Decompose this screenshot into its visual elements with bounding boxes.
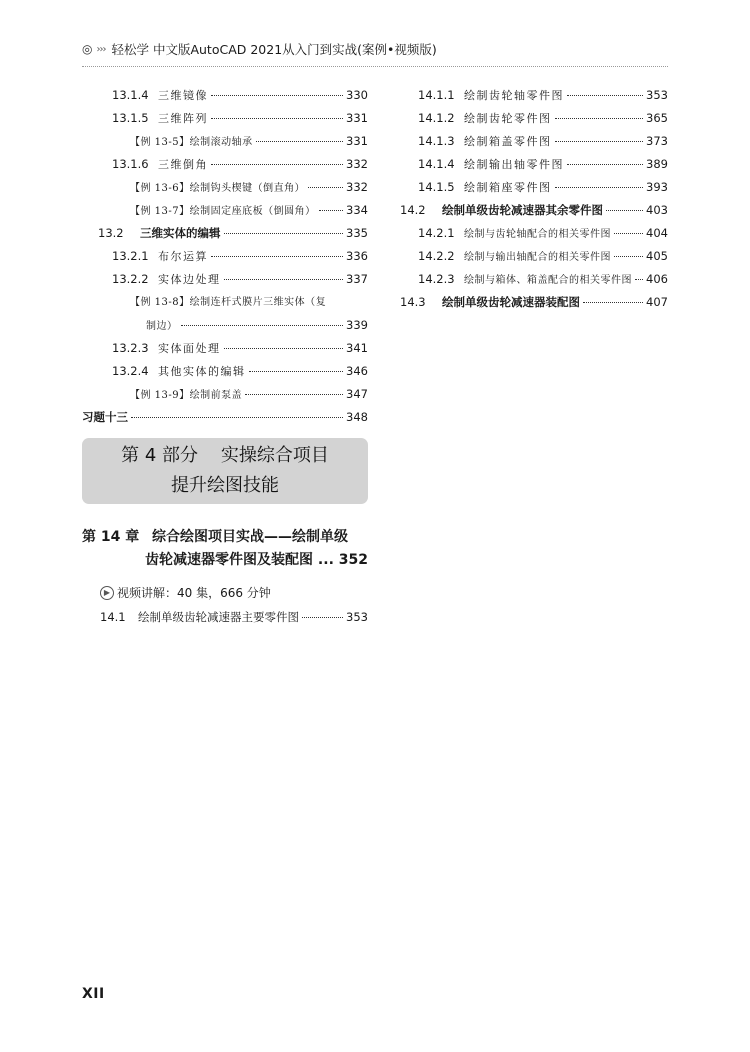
entry-title: 绘制箱盖零件图: [464, 135, 552, 148]
entry-page: 334: [346, 203, 368, 217]
toc-right-column: [400, 84, 668, 314]
toc-entry-subsection[interactable]: [82, 107, 368, 130]
entry-title: 【例 13-8】绘制连杆式膜片三维实体（复: [130, 297, 327, 308]
dot-leader: [211, 118, 343, 119]
entry-number: 14.1.2: [418, 111, 455, 125]
entry-number: 13.1.6: [112, 157, 149, 171]
entry-page: 406: [646, 272, 668, 286]
entry-number: 14.2.1: [418, 226, 455, 240]
entry-title: 三维倒角: [158, 158, 208, 171]
entry-number: 13.2.1: [112, 249, 149, 263]
entry-number: 14.2.3: [418, 272, 455, 286]
entry-title: 绘制单级齿轮减速器其余零件图: [442, 203, 603, 217]
toc-entry-subsection[interactable]: [82, 153, 368, 176]
dot-leader: [211, 95, 343, 96]
chapter-heading[interactable]: [82, 526, 368, 572]
page-number: XII: [82, 986, 105, 1002]
dot-leader: [224, 279, 344, 280]
video-info-text: 视频讲解：40 集，666 分钟: [117, 586, 271, 600]
entry-page: 341: [346, 341, 368, 355]
toc-entry-section[interactable]: [400, 199, 668, 222]
toc-entry-subsection[interactable]: [82, 337, 368, 360]
example-line-cont: [82, 314, 368, 337]
dot-leader: [583, 302, 643, 303]
entry-page: 332: [346, 157, 368, 171]
toc-entry-example[interactable]: [82, 130, 368, 153]
dot-leader: [319, 210, 343, 211]
toc-entry-subsection[interactable]: [400, 176, 668, 199]
part-subtitle: 提升绘图技能: [171, 475, 279, 496]
dot-leader: [181, 325, 344, 326]
toc-entry-subsection[interactable]: [400, 222, 668, 245]
toc-entry-exercises[interactable]: [82, 406, 368, 429]
dot-leader: [606, 210, 643, 211]
header-divider: [82, 66, 668, 67]
toc-entry-subsection[interactable]: [400, 130, 668, 153]
dot-leader: [567, 164, 643, 165]
dot-leader: [211, 164, 343, 165]
entry-number: 13.2: [98, 226, 124, 240]
toc-entry-section[interactable]: [400, 291, 668, 314]
entry-title: 布尔运算: [158, 250, 208, 263]
dot-leader: [567, 95, 643, 96]
toc-entry-example[interactable]: [82, 383, 368, 406]
entry-page: 336: [346, 249, 368, 263]
entry-title: 【例 13-5】绘制滚动轴承: [130, 137, 253, 148]
chapter-title-line2: 齿轮减速器零件图及装配图 ... 352: [145, 552, 368, 568]
entry-page: 407: [646, 295, 668, 309]
entry-number: 13.2.4: [112, 364, 149, 378]
entry-page: 353: [346, 610, 368, 624]
entry-title: 习题十三: [82, 410, 128, 424]
video-info: [100, 584, 271, 601]
entry-page: 339: [346, 318, 368, 332]
book-title: 轻松学 中文版AutoCAD 2021从入门到实战(案例•视频版): [111, 42, 437, 57]
toc-entry-section[interactable]: [82, 222, 368, 245]
toc-left-column: [82, 84, 368, 429]
entry-number: 14.3: [400, 295, 426, 309]
entry-title: 【例 13-6】绘制钩头楔键（倒直角）: [130, 183, 306, 194]
entry-page: 353: [646, 88, 668, 102]
entry-title: 绘制与输出轴配合的相关零件图: [464, 252, 611, 263]
video-play-icon: ▶: [100, 586, 114, 600]
entry-title: 三维镜像: [158, 89, 208, 102]
entry-page: 405: [646, 249, 668, 263]
dot-leader: [302, 617, 343, 618]
entry-page: 348: [346, 410, 368, 424]
chapter-title-line1: 综合绘图项目实战——绘制单级: [152, 529, 348, 545]
entry-title: 绘制输出轴零件图: [464, 158, 564, 171]
entry-title: 绘制单级齿轮减速器主要零件图: [138, 610, 299, 624]
dot-leader: [224, 233, 344, 234]
toc-entry-example[interactable]: [82, 291, 368, 337]
entry-page: 404: [646, 226, 668, 240]
entry-title: 实体面处理: [158, 342, 221, 355]
dot-leader: [555, 141, 644, 142]
entry-title-cont: 制边）: [146, 321, 178, 332]
dot-leader: [635, 279, 643, 280]
toc-entry-subsection[interactable]: [400, 153, 668, 176]
entry-page: 335: [346, 226, 368, 240]
entry-page: 365: [646, 111, 668, 125]
entry-number: 13.2.2: [112, 272, 149, 286]
entry-title: 绘制齿轮轴零件图: [464, 89, 564, 102]
entry-page: 403: [646, 203, 668, 217]
dot-leader: [614, 233, 643, 234]
toc-entry-subsection[interactable]: [82, 360, 368, 383]
arrows-icon: ›››: [96, 43, 106, 55]
entry-page: 346: [346, 364, 368, 378]
entry-title: 其他实体的编辑: [158, 365, 246, 378]
entry-number: 14.1: [100, 610, 126, 624]
entry-page: 393: [646, 180, 668, 194]
toc-entry-subsection[interactable]: [82, 84, 368, 107]
entry-page: 337: [346, 272, 368, 286]
dot-leader: [614, 256, 643, 257]
running-header: [82, 40, 437, 58]
dot-leader: [249, 371, 344, 372]
dot-leader: [211, 256, 343, 257]
dot-leader: [555, 187, 644, 188]
toc-entry-example[interactable]: [82, 176, 368, 199]
toc-entry-example[interactable]: [82, 199, 368, 222]
entry-title: 实体边处理: [158, 273, 221, 286]
entry-page: 347: [346, 387, 368, 401]
entry-title: 三维阵列: [158, 112, 208, 125]
entry-title: 绘制与齿轮轴配合的相关零件图: [464, 229, 611, 240]
toc-entry-subsection[interactable]: [400, 107, 668, 130]
entry-number: 13.1.4: [112, 88, 149, 102]
dot-leader: [245, 394, 343, 395]
entry-title: 绘制齿轮零件图: [464, 112, 552, 125]
entry-title: 绘制箱座零件图: [464, 181, 552, 194]
entry-title: 绘制单级齿轮减速器装配图: [442, 295, 580, 309]
entry-page: 373: [646, 134, 668, 148]
entry-title: 【例 13-9】绘制前泵盖: [130, 390, 243, 401]
entry-title: 绘制与箱体、箱盖配合的相关零件图: [464, 275, 632, 286]
entry-title: 三维实体的编辑: [140, 226, 221, 240]
entry-page: 389: [646, 157, 668, 171]
dot-leader: [308, 187, 343, 188]
dot-leader: [555, 118, 644, 119]
toc-entry-subsection[interactable]: [400, 245, 668, 268]
entry-page: 332: [346, 180, 368, 194]
part-title: 第 4 部分 实操综合项目: [121, 445, 329, 466]
entry-number: 13.1.5: [112, 111, 149, 125]
toc-entry-14-1[interactable]: [100, 606, 368, 629]
part-banner: [82, 438, 368, 504]
entry-page: 330: [346, 88, 368, 102]
entry-number: 13.2.3: [112, 341, 149, 355]
entry-title: 【例 13-7】绘制固定座底板（倒圆角）: [130, 206, 316, 217]
toc-entry-subsection[interactable]: [400, 268, 668, 291]
entry-page: 331: [346, 111, 368, 125]
toc-entry-subsection[interactable]: [82, 245, 368, 268]
dot-leader: [224, 348, 344, 349]
entry-number: 14.1.4: [418, 157, 455, 171]
dot-leader: [131, 417, 343, 418]
entry-page: 331: [346, 134, 368, 148]
chapter-number: 第 14 章: [82, 529, 140, 545]
toc-entry-subsection[interactable]: [82, 268, 368, 291]
entry-number: 14.1.5: [418, 180, 455, 194]
entry-number: 14.1.3: [418, 134, 455, 148]
target-icon: ◎: [82, 42, 93, 56]
entry-number: 14.2: [400, 203, 426, 217]
dot-leader: [256, 141, 343, 142]
entry-number: 14.1.1: [418, 88, 455, 102]
example-line: [82, 291, 368, 314]
entry-number: 14.2.2: [418, 249, 455, 263]
toc-entry-subsection[interactable]: [400, 84, 668, 107]
